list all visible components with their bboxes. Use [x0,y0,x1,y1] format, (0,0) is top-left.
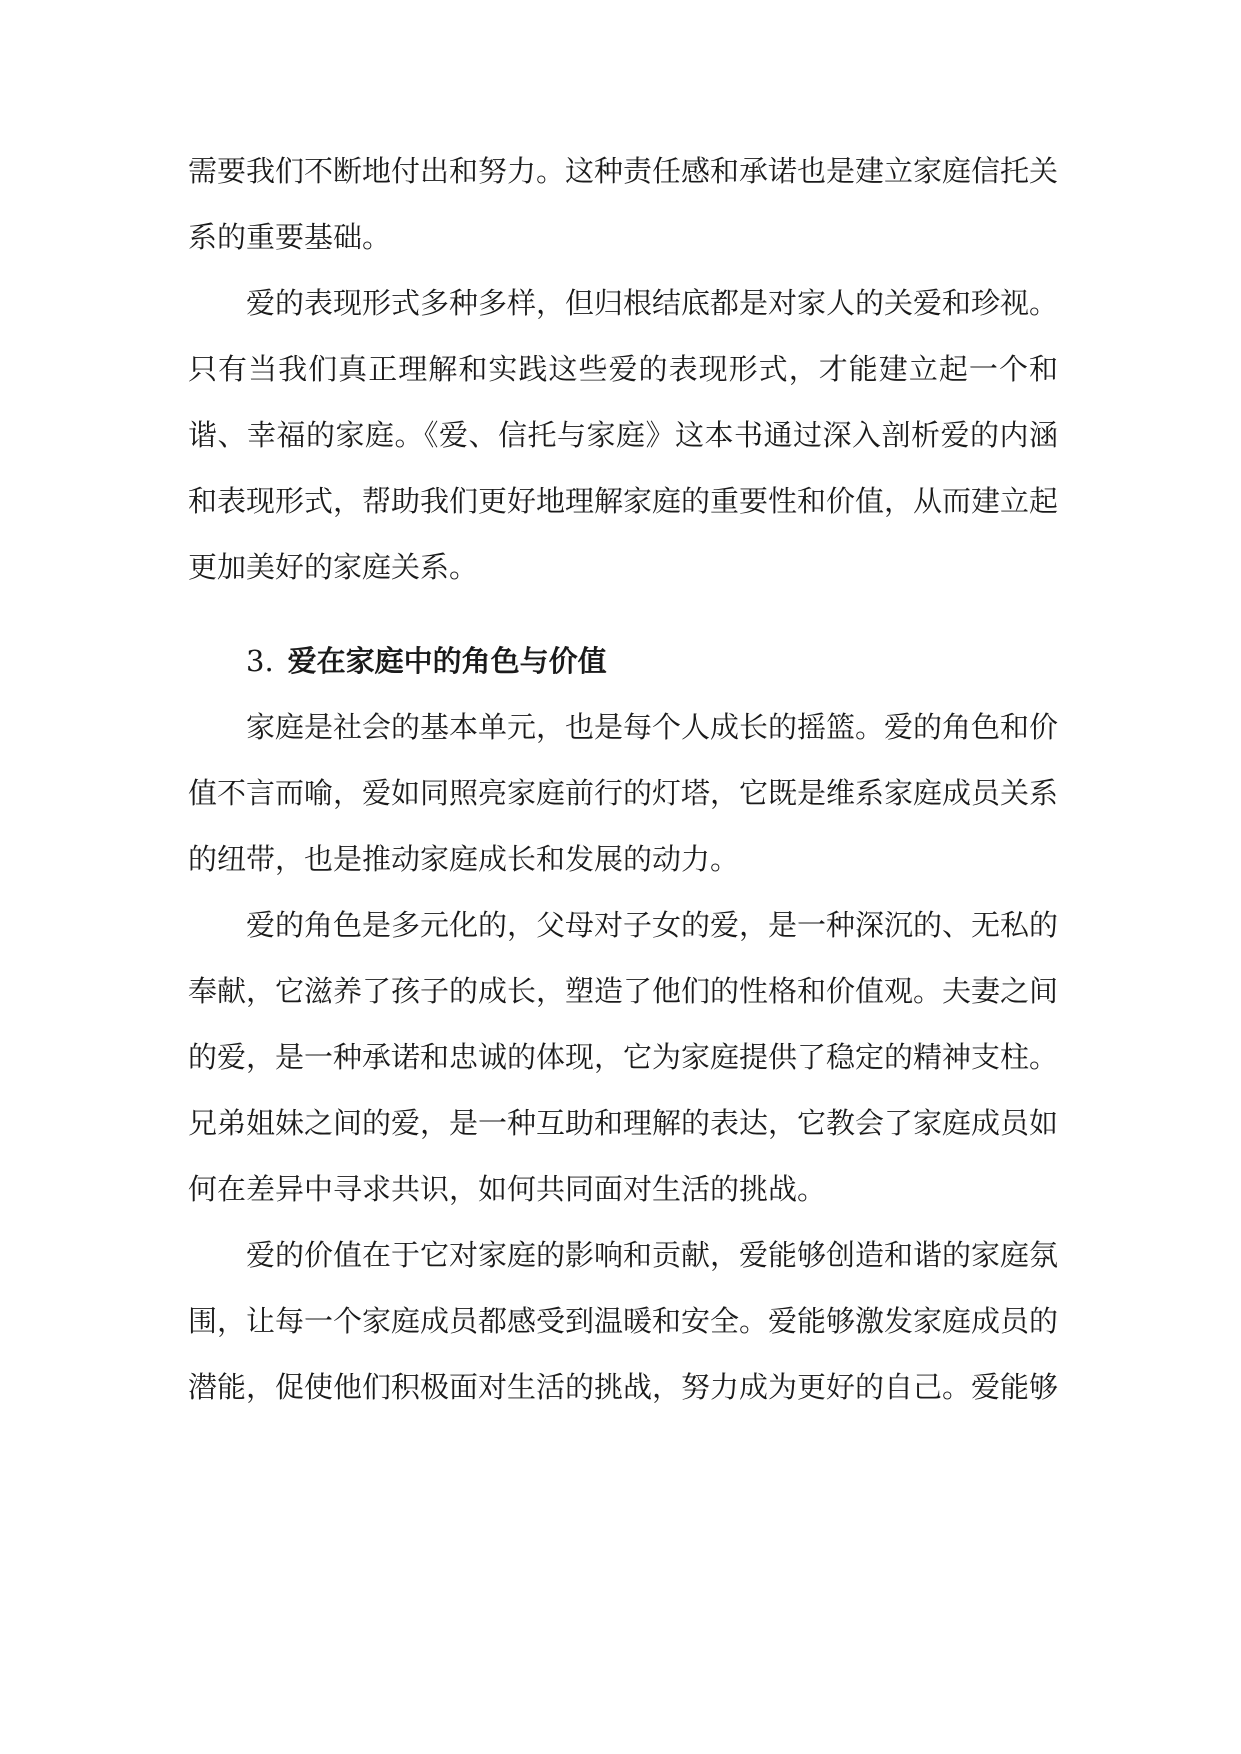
paragraph-love-expressions: 爱的表现形式多种多样，但归根结底都是对家人的关爱和珍视。只有当我们真正理解和实践这些爱的表现形式，才能建立起一个和谐、幸福的家庭。《爱、信托与家庭》这本书通过深入剖析爱的内涵和表现形式，帮助我们更好地理解家庭的重要性和价值，从而建立起更加美好的家庭关系。 [188,286,1059,584]
section-title: 爱在家庭中的角色与价值 [287,644,607,678]
paragraph-love-roles: 爱的角色是多元化的，父母对子女的爱，是一种深沉的、无私的奉献，它滋养了孩子的成长，塑造了他们的性格和价值观。夫妻之间的爱，是一种承诺和忠诚的体现，它为家庭提供了稳定的精神支柱。兄弟姐妹之间的爱，是一种互助和理解的表达，它教会了家庭成员如何在差异中寻求共识，如何共同面对生活的挑战。 [188,908,1059,1206]
section-number: 3. [246,644,274,678]
paragraph-family-unit: 家庭是社会的基本单元，也是每个人成长的摇篮。爱的角色和价值不言而喻，爱如同照亮家庭前行的灯塔，它既是维系家庭成员关系的纽带，也是推动家庭成长和发展的动力。 [188,710,1059,876]
section-heading [188,628,1058,694]
paragraph-love-value: 爱的价值在于它对家庭的影响和贡献，爱能够创造和谐的家庭氛围，让每一个家庭成员都感受到温暖和安全。爱能够激发家庭成员的潜能，促使他们积极面对生活的挑战，努力成为更好的自己。爱能够 [188,1238,1059,1404]
document-body [188,138,1058,1420]
paragraph-continuation: 需要我们不断地付出和努力。这种责任感和承诺也是建立家庭信托关系的重要基础。 [188,154,1059,254]
